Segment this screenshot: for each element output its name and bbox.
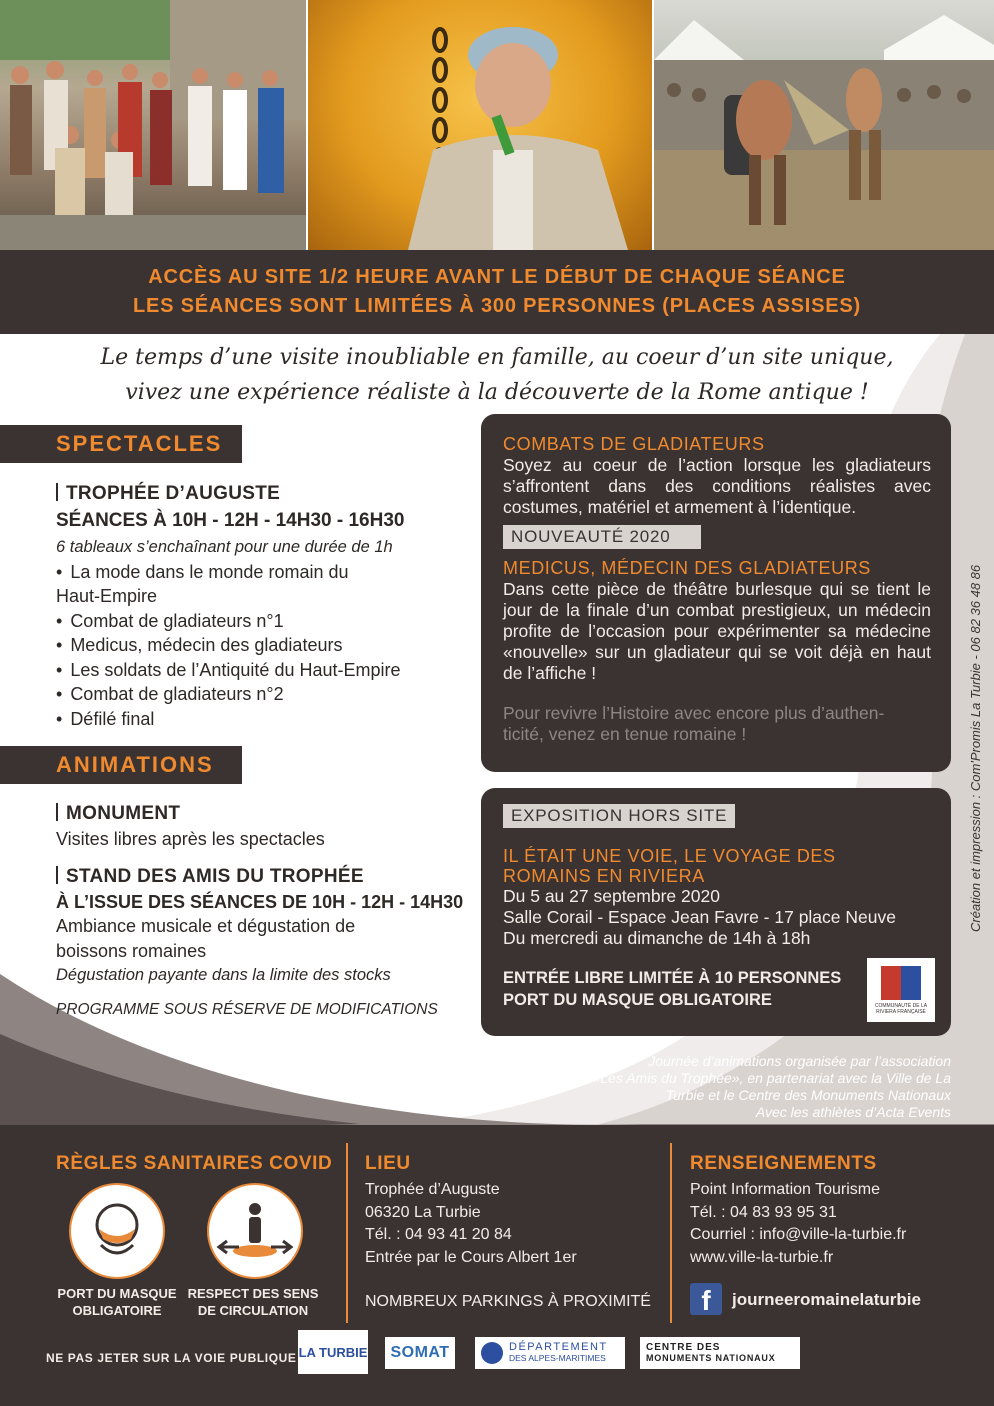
program-item-1: • La mode dans le monde romain du (56, 560, 476, 585)
program-item-5: • Combat de gladiateurs n°2 (56, 682, 476, 707)
organizer-line-3: Turbie et le Centre des Monuments Nationaux (665, 1087, 951, 1103)
info-phone: Tél. : 04 83 93 95 31 (690, 1203, 837, 1221)
section-heading-animations: ANIMATIONS (0, 746, 242, 784)
trophee-title: TROPHÉE D’AUGUSTE (56, 482, 476, 507)
program-disclaimer: PROGRAMME SOUS RÉSERVE DE MODIFICATIONS (56, 1000, 438, 1018)
combat-title: COMBATS DE GLADIATEURS (503, 434, 765, 454)
organizer-line-4: Avec les athlètes d’Acta Events (755, 1104, 951, 1120)
department-logo-line-2: DES ALPES-MARITIMES (509, 1353, 606, 1363)
sessions-times: SÉANCES À 10H - 12H - 14H30 - 16H30 (56, 509, 405, 531)
combat-text: Soyez au coeur de l’action lorsque les gladiateurs s’affrontent dans des conditions réalistes avec costumes, matériel et armement à l’identique. (503, 455, 931, 517)
stand-text-2: boissons romaines (56, 940, 207, 961)
riviera-flag-icon (881, 966, 921, 1000)
info-website[interactable]: www.ville-la-turbie.fr (690, 1248, 834, 1266)
facebook-handle[interactable]: journeeromainelaturbie (732, 1290, 921, 1309)
mask-label (52, 1285, 182, 1319)
gladiator-combat-illustration (654, 0, 994, 250)
medicus-title: MEDICUS, MÉDECIN DES GLADIATEURS (503, 558, 871, 578)
lieu-details (365, 1179, 577, 1269)
photo-roman-costumes (0, 0, 306, 250)
section-heading-spectacles: SPECTACLES (0, 425, 242, 463)
program-item-6: • Défilé final (56, 707, 476, 732)
lieu-phone: Tél. : 04 93 41 20 84 (365, 1226, 512, 1243)
costumed-group-illustration (0, 0, 306, 250)
circulation-label-line-2: DE CIRCULATION (197, 1303, 309, 1318)
covid-heading: RÈGLES SANITAIRES COVID (56, 1153, 333, 1174)
banner-line-2: LES SÉANCES SONT LIMITÉES À 300 PERSONNES (PLACES ASSISES) (132, 295, 862, 317)
info-email[interactable]: Courriel : info@ville-la-turbie.fr (690, 1226, 907, 1243)
monuments-nationaux-logo (640, 1337, 800, 1369)
lieu-line-2: 06320 La Turbie (365, 1203, 481, 1221)
somat-logo (385, 1337, 455, 1369)
new-2020-tag: NOUVEAUTÉ 2020 (503, 525, 701, 549)
program-item-4: • Les soldats de l’Antiquité du Haut-Empire (56, 658, 476, 683)
program-item-1-cont: Haut-Empire (56, 586, 158, 606)
department-crest-icon (481, 1342, 503, 1364)
litter-notice: NE PAS JETER SUR LA VOIE PUBLIQUE (46, 1351, 297, 1365)
program-item-3: • Medicus, médecin des gladiateurs (56, 633, 476, 658)
divider-2 (670, 1143, 672, 1323)
medicus-illustration (308, 0, 652, 250)
exhibition-title-1: IL ÉTAIT UNE VOIE, LE VOYAGE DES (503, 846, 836, 866)
parking-note: NOMBREUX PARKINGS À PROXIMITÉ (365, 1293, 651, 1310)
exhibition-dates: Du 5 au 27 septembre 2020 (503, 886, 720, 906)
alpes-maritimes-logo (475, 1337, 625, 1369)
info-details (690, 1179, 906, 1269)
top-banner (0, 250, 994, 334)
department-logo-line-1: DÉPARTEMENT (509, 1341, 608, 1353)
monument-text: Visites libres après les spectacles (56, 828, 325, 849)
mask-label-line-1: PORT DU MASQUE (57, 1286, 177, 1301)
info-heading: RENSEIGNEMENTS (690, 1153, 877, 1174)
somat-logo-text: SOMAT (390, 1344, 450, 1361)
exhibition-tag: EXPOSITION HORS SITE (503, 804, 735, 828)
organizer-line-2: «Les Amis du Trophée», en partenariat avec la Ville de La (592, 1070, 951, 1086)
lieu-line-1: Trophée d’Auguste (365, 1181, 500, 1198)
medicus-text: Dans cette pièce de théâtre burlesque qui se tient le jour de la finale d’un combat prestigieux, un médecin profite de l’occasion pour expérimenter sa médecine «nouvelle» sur un gladiateur qui se voit déjà en haut de l’affiche ! (503, 579, 931, 683)
cmn-logo-line-1: CENTRE DES (646, 1342, 721, 1353)
lieu-heading: LIEU (365, 1153, 411, 1174)
stand-title: STAND DES AMIS DU TROPHÉE (56, 865, 486, 890)
costume-text-1: Pour revivre l’Histoire avec encore plus d’authen- (503, 703, 885, 723)
banner-line-1: ACCÈS AU SITE 1/2 HEURE AVANT LE DÉBUT DE CHAQUE SÉANCE (148, 266, 846, 288)
stand-sessions: À L’ISSUE DES SÉANCES DE 10H - 12H - 14H30 (56, 891, 464, 912)
tagline-line-2: vivez une expérience réaliste à la découverte de la Rome antique ! (125, 380, 869, 405)
monument-title: MONUMENT (56, 802, 486, 827)
organizer-note (592, 1053, 951, 1121)
tagline-line-1: Le temps d’une visite inoubliable en famille, au coeur d’un site unique, (100, 345, 894, 370)
info-line-1: Point Information Tourisme (690, 1181, 881, 1198)
stand-note: Dégustation payante dans la limite des stocks (56, 966, 391, 984)
exhibition-box (481, 788, 951, 1036)
cmn-logo-line-2: MONUMENTS NATIONAUX (646, 1353, 776, 1363)
lieu-entrance: Entrée par le Cours Albert 1er (365, 1248, 577, 1266)
bottom-info-panel (0, 1125, 994, 1406)
facebook-icon[interactable]: f (690, 1283, 722, 1315)
program-item-2: • Combat de gladiateurs n°1 (56, 609, 476, 634)
circulation-direction-icon (207, 1183, 303, 1279)
riviera-community-logo (867, 958, 935, 1022)
print-credit: Création et impression : Com'Promis La Turbie - 06 82 36 48 86 (968, 564, 983, 932)
divider-1 (346, 1143, 348, 1323)
mask-label-line-2: OBLIGATOIRE (72, 1303, 162, 1318)
photo-gladiators (654, 0, 994, 250)
exhibition-place: Salle Corail - Espace Jean Favre - 17 place Neuve (503, 907, 896, 927)
duration-note: 6 tableaux s’enchaînant pour une durée de 1h (56, 538, 393, 556)
mask-icon (69, 1183, 165, 1279)
animations-content (56, 802, 486, 1022)
stand-text-1: Ambiance musicale et dégustation de (56, 916, 356, 936)
exhibition-entry-2: PORT DU MASQUE OBLIGATOIRE (503, 991, 772, 1009)
organizer-line-1: Journée d’animations organisée par l’association (648, 1053, 951, 1069)
la-turbie-logo-text: LA TURBIE (298, 1344, 368, 1360)
photo-medicus (308, 0, 652, 250)
circulation-label-line-1: RESPECT DES SENS (187, 1286, 319, 1301)
exhibition-hours: Du mercredi au dimanche de 14h à 18h (503, 928, 811, 948)
exhibition-entry-1: ENTRÉE LIBRE LIMITÉE À 10 PERSONNES (503, 969, 842, 987)
costume-text-2: ticité, venez en tenue romaine ! (503, 724, 747, 744)
la-turbie-logo (298, 1330, 368, 1374)
gladiators-box (481, 414, 951, 772)
tagline (0, 340, 994, 410)
spectacles-content (56, 482, 476, 731)
exhibition-title-2: ROMAINS EN RIVIERA (503, 866, 705, 886)
circulation-label (185, 1285, 321, 1319)
riviera-logo-text: COMMUNAUTÉ DE LA RIVIERA FRANÇAISE (874, 1002, 928, 1015)
